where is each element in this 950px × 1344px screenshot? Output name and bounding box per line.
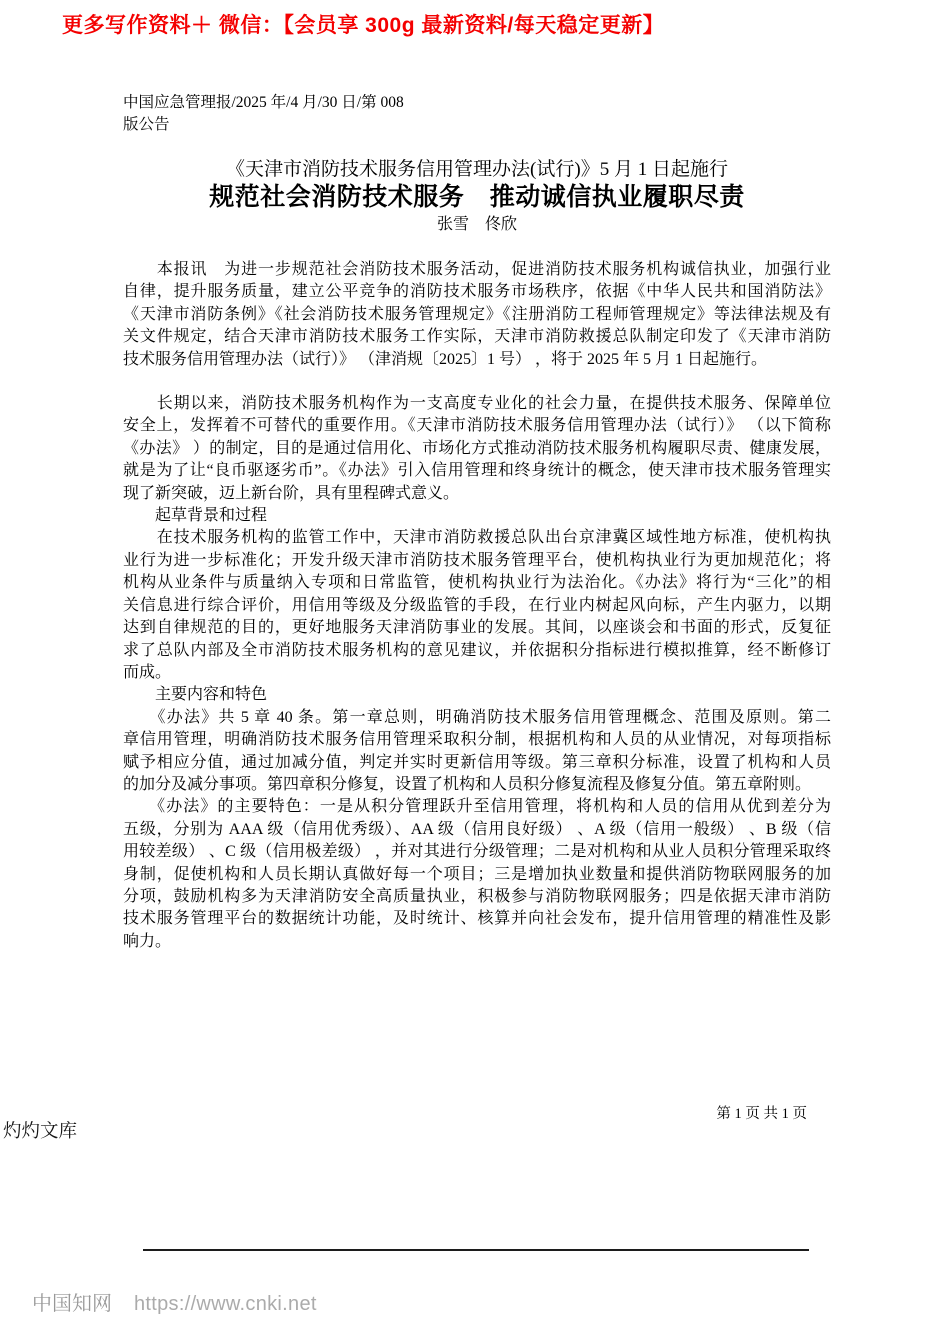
body-line: 业行为进一步标准化；开发升级天津市消防技术服务管理平台，使机构执业行为更加规范化；将 (123, 551, 831, 569)
paragraph (123, 259, 831, 371)
body-line: 而成。 (123, 663, 172, 681)
body-line: 赋予相应分值，通过加减分值，判定并实时更新信用等级。第三章积分标准，设置了机构和人员 (123, 753, 831, 771)
source-line-1: 中国应急管理报/2025 年/4 月/30 日/第 008 (123, 94, 404, 111)
body-line: 章信用管理，明确消防技术服务信用管理采取积分制，根据机构和人员的从业情况，对每项指标 (123, 731, 831, 749)
section-heading (123, 684, 831, 706)
paragraph (123, 707, 831, 797)
body-line: 五级，分别为 AAA 级（信用优秀级）、AA 级（信用良好级） 、A 级（信用一般级） 、B 级（信 (123, 820, 831, 838)
body-line: 《办法》 ）的制定，目的是通过信用化、市场化方式推动消防技术服务机构履职尽责、健康发展， (123, 439, 831, 457)
body-line: 安全上，发挥着不可替代的重要作用。《天津市消防技术服务信用管理办法（试行）》 （以下简称 (123, 417, 831, 435)
body-line: 长期以来，消防技术服务机构作为一支高度专业化的社会力量，在提供技术服务、保障单位 (123, 395, 831, 413)
cnki-site-url: https://www.cnki.net (134, 1293, 317, 1315)
body-line: 现了新突破，迈上新台阶，具有里程碑式意义。 (123, 484, 460, 502)
section-heading-line: 起草背景和过程 (123, 507, 268, 525)
source-line-2: 版公告 (123, 116, 170, 134)
body-line: 求了总队内部及全市消防技术服务机构的意见建议，并依据积分指标进行模拟推算，经不断修订 (123, 641, 831, 659)
section-heading-line: 主要内容和特色 (123, 686, 268, 704)
paragraph (123, 527, 831, 684)
body-line: 自律，提升服务质量，建立公平竞争的消防技术服务市场秩序，依据《中华人民共和国消防法》 (123, 283, 831, 301)
section-heading (123, 505, 831, 527)
site-footer (32, 1291, 317, 1317)
body-line: 的加分及减分事项。第四章积分修复，设置了机构和人员积分修复流程及修复分值。第五章附则。 (123, 775, 812, 793)
body-line: 《办法》的主要特色：一是从积分管理跃升至信用管理，将机构和人员的信用从优到差分为 (123, 798, 831, 816)
article-subtitle: 《天津市消防技术服务信用管理办法(试行)》5 月 1 日起施行 (226, 159, 728, 180)
paragraph (123, 393, 831, 505)
body-line: 关信息进行综合评价，用信用等级及分级监管的手段，在行业内树起风向标，产生内驱力，以期 (123, 596, 831, 614)
paragraph (123, 796, 831, 953)
source-info (123, 92, 831, 137)
page-marker: 第 1 页 共 1 页 (716, 1106, 807, 1122)
body-line: 《办法》共 5 章 40 条。第一章总则，明确消防技术服务信用管理概念、范围及原则。第二 (123, 708, 831, 726)
article-body (123, 259, 831, 953)
footer-divider (143, 1249, 809, 1251)
promo-banner: 更多写作资料＋ 微信：【会员享 300g 最新资料/每天稳定更新】 (62, 14, 665, 37)
body-line: 响力。 (123, 932, 172, 950)
article-authors: 张雪 佟欣 (436, 216, 517, 233)
body-line: 分项，鼓励机构多为天津消防安全高质量执业，积极参与消防物联网服务；四是依据天津市消防 (123, 887, 831, 905)
library-watermark: 灼灼文库 (3, 1120, 78, 1141)
body-line: 本报讯 为进一步规范社会消防技术服务活动，促进消防技术服务机构诚信执业，加强行业 (123, 261, 831, 278)
article-title: 规范社会消防技术服务 推动诚信执业履职尽责 (209, 183, 745, 211)
body-line: 身制，促使机构和人员长期认真做好每一个项目；三是增加执业数量和提供消防物联网服务的加 (123, 865, 831, 883)
body-line: 在技术服务机构的监管工作中，天津市消防救援总队出台京津冀区域性地方标准，使机构执 (123, 529, 831, 547)
body-line: 《天津市消防条例》《社会消防技术服务管理规定》《注册消防工程师管理规定》等法律法规及有 (123, 305, 831, 323)
body-line: 技术服务管理平台的数据统计功能，及时统计、核算并向社会发布，提升信用管理的精准性及影 (123, 910, 831, 928)
body-line: 达到自律规范的目的，更好地服务天津消防事业的发展。其间，以座谈会和书面的形式，反复征 (123, 619, 831, 637)
body-line: 技术服务信用管理办法（试行）》 （津消规〔2025〕1 号） ，将于 2025 年 5 月 1 日起施行。 (123, 350, 768, 368)
body-line: 就是为了让“良币驱逐劣币”。《办法》引入信用管理和终身统计的概念，使天津市技术服务管理实 (123, 462, 831, 480)
body-line: 关文件规定，结合天津市消防技术服务工作实际，天津市消防救援总队制定印发了《天津市消防 (123, 328, 831, 346)
cnki-site-name: 中国知网 (32, 1293, 112, 1315)
body-line: 用较差级） 、C 级（信用极差级） ，并对其进行分级管理；二是对机构和从业人员积分管理采取终 (123, 843, 831, 861)
body-line: 机构从业条件与质量纳入专项和日常监管，使机构执业行为法治化。《办法》将行为“三化”的相 (123, 574, 831, 592)
